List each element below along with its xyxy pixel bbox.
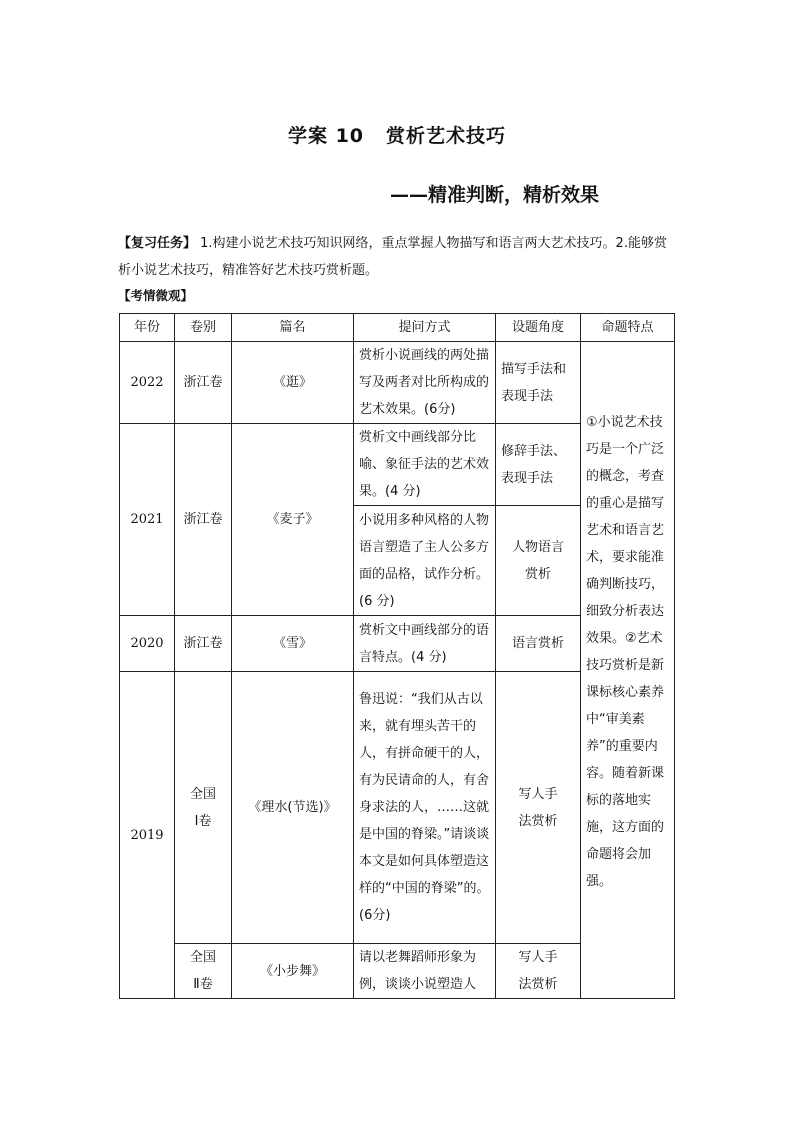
title-cell: 《逛》 bbox=[232, 342, 354, 424]
lesson-number: 学案 10 bbox=[287, 125, 365, 147]
header-question: 提问方式 bbox=[354, 314, 496, 342]
paper-cell: 全国Ⅰ卷 bbox=[175, 672, 232, 944]
title-cell: 《理水(节选)》 bbox=[232, 672, 354, 944]
page-subtitle: ——精准判断，精析效果 bbox=[390, 184, 600, 206]
review-tasks bbox=[118, 230, 678, 284]
header-title: 篇名 bbox=[232, 314, 354, 342]
year-cell: 2020 bbox=[120, 616, 175, 672]
question-cell: 赏析小说画线的两处描写及两者对比所构成的艺术效果。(6分) bbox=[354, 342, 496, 424]
question-cell: 赏析文中画线部分的语言特点。(4 分) bbox=[354, 616, 496, 672]
title-cell: 《麦子》 bbox=[232, 424, 354, 616]
paper-cell: 浙江卷 bbox=[175, 342, 232, 424]
features-cell: ①小说艺术技巧是一个广泛的概念，考查的重心是描写艺术和语言艺术，要求能准确判断技巧，细致分析表达效果。②艺术技巧赏析是新课标核心素养中“审美素养”的重要内容。随着新课标的落地实施，这方面的命题将会加强。 bbox=[581, 342, 675, 999]
header-year: 年份 bbox=[120, 314, 175, 342]
exam-table bbox=[119, 313, 675, 999]
header-features: 命题特点 bbox=[581, 314, 675, 342]
header-paper: 卷别 bbox=[175, 314, 232, 342]
question-cell: 小说用多种风格的人物语言塑造了主人公多方面的品格，试作分析。(6 分) bbox=[354, 506, 496, 616]
angle-cell: 写人手法赏析 bbox=[496, 672, 581, 944]
year-cell: 2019 bbox=[120, 672, 175, 999]
exam-overview-label: 【考情微观】 bbox=[118, 288, 194, 303]
angle-cell: 人物语言赏析 bbox=[496, 506, 581, 616]
angle-cell: 语言赏析 bbox=[496, 616, 581, 672]
paper-cell: 浙江卷 bbox=[175, 424, 232, 616]
header-angle: 设题角度 bbox=[496, 314, 581, 342]
table-row bbox=[120, 342, 675, 424]
table-header-row bbox=[120, 314, 675, 342]
year-cell: 2022 bbox=[120, 342, 175, 424]
angle-cell: 描写手法和表现手法 bbox=[496, 342, 581, 424]
title-cell: 《雪》 bbox=[232, 616, 354, 672]
year-cell: 2021 bbox=[120, 424, 175, 616]
question-cell: 请以老舞蹈师形象为例，谈谈小说塑造人 bbox=[354, 944, 496, 999]
lesson-topic: 赏析艺术技巧 bbox=[386, 125, 507, 147]
paper-cell: 浙江卷 bbox=[175, 616, 232, 672]
question-cell: 鲁迅说：“我们从古以来，就有埋头苦干的人，有拼命硬干的人，有为民请命的人，有舍身求法的人，……这就是中国的脊梁。”请谈谈本文是如何具体塑造这样的“中国的脊梁”的。(6分) bbox=[354, 672, 496, 944]
paper-cell: 全国Ⅱ卷 bbox=[175, 944, 232, 999]
review-text: 1.构建小说艺术技巧知识网络，重点掌握人物描写和语言两大艺术技巧。2.能够赏析小说艺术技巧，精准答好艺术技巧赏析题。 bbox=[118, 236, 667, 278]
angle-cell: 修辞手法、表现手法 bbox=[496, 424, 581, 506]
angle-cell: 写人手法赏析 bbox=[496, 944, 581, 999]
title-cell: 《小步舞》 bbox=[232, 944, 354, 999]
page-title bbox=[0, 121, 794, 148]
review-tag: 【复习任务】 bbox=[118, 236, 197, 251]
question-cell: 赏析文中画线部分比喻、象征手法的艺术效果。(4 分) bbox=[354, 424, 496, 506]
